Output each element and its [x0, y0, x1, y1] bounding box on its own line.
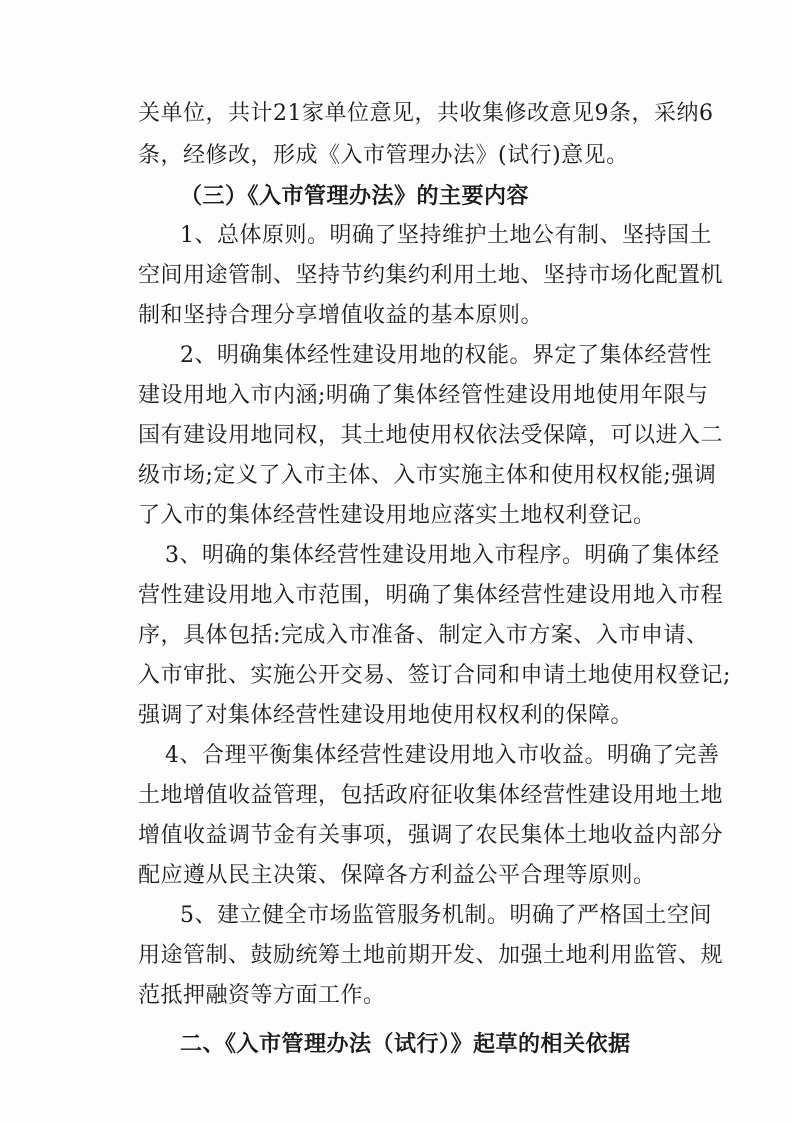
- body-line-14: 序，具体包括:完成入市准备、制定入市方案、入市申请、: [138, 623, 709, 648]
- section-heading-24: 二、《入市管理办法（试行）》起草的相关依据: [180, 1031, 631, 1057]
- body-line-20: 配应遵从民主决策、保障各方利益公平合理等原则。: [138, 863, 656, 888]
- body-line-15: 入市审批、实施公开交易、签订合同和申请土地使用权登记;: [138, 663, 731, 688]
- body-line-19: 增值收益调节金有关事项，强调了农民集体土地收益内部分: [138, 823, 724, 848]
- body-line-4: 1、总体原则。明确了坚持维护土地公有制、坚持国土: [180, 223, 712, 248]
- body-line-7: 2、明确集体经性建设用地的权能。界定了集体经营性: [180, 343, 712, 368]
- body-line-23: 范抵押融资等方面工作。: [138, 983, 386, 1008]
- body-line-1: 关单位，共计21家单位意见，共收集修改意见9条，采纳6: [138, 101, 714, 126]
- body-line-6: 制和坚持合理分享增值收益的基本原则。: [138, 303, 544, 328]
- body-line-12: 3、明确的集体经营性建设用地入市程序。明确了集体经: [165, 543, 720, 568]
- body-line-8: 建设用地入市内涵;明确了集体经管性建设用地使用年限与: [138, 383, 709, 408]
- body-line-22: 用途管制、鼓励统筹土地前期开发、加强土地利用监管、规: [138, 943, 724, 968]
- body-line-11: 了入市的集体经营性建设用地应落实土地权利登记。: [138, 503, 656, 528]
- section-heading-3: （三）《入市管理办法》的主要内容: [180, 183, 530, 209]
- body-line-9: 国有建设用地同权，其土地使用权依法受保障，可以进入二: [138, 423, 724, 448]
- body-line-2: 条，经修改，形成《入市管理办法》(试行)意见。: [138, 143, 629, 168]
- body-line-5: 空间用途管制、坚持节约集约利用土地、坚持市场化配置机: [138, 263, 724, 288]
- body-line-13: 营性建设用地入市范围，明确了集体经营性建设用地入市程: [138, 583, 724, 608]
- body-line-10: 级市场;定义了入市主体、入市实施主体和使用权权能;强调: [138, 463, 717, 488]
- body-line-16: 强调了对集体经营性建设用地使用权权利的保障。: [138, 703, 634, 728]
- body-line-17: 4、合理平衡集体经营性建设用地入市收益。明确了完善: [165, 743, 720, 768]
- body-line-18: 土地增值收益管理，包括政府征收集体经营性建设用地土地: [138, 783, 724, 808]
- body-line-21: 5、建立健全市场监管服务机制。明确了严格国土空间: [180, 903, 712, 928]
